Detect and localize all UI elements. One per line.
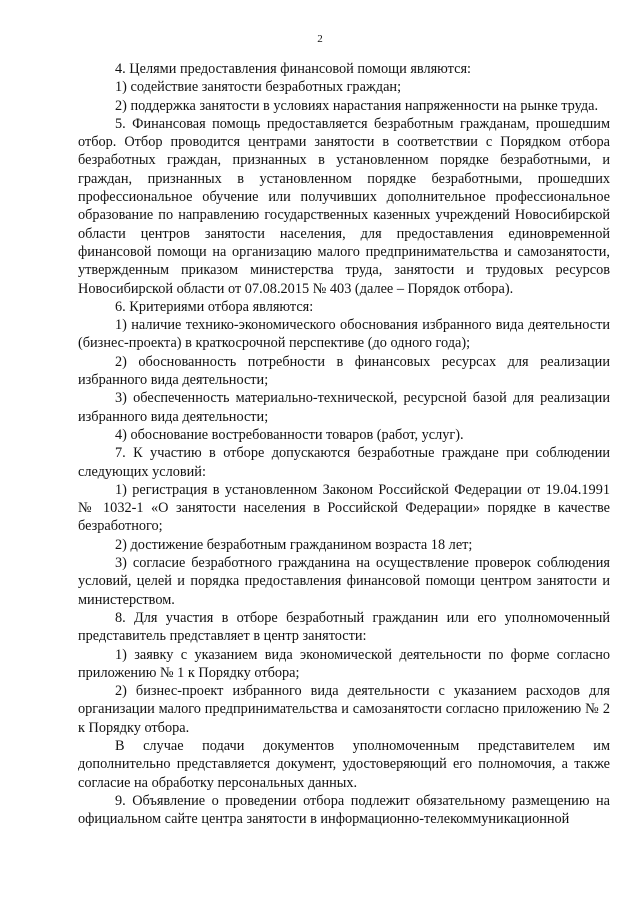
paragraph-5: 5. Финансовая помощь предоставляется безработным гражданам, прошедшим отбор. Отбор проводится центрами занятости в соответствии с Порядком отбора безработных граждан, признанных в установленном порядке безработными, и граждан, признанных в установленном порядке безработными, прошедших профессиональное обучение или получивших дополнительное профессиональное образование по направлению государственных казенных учреждений Новосибирской области центров занятости населения, для предоставления единовременной финансовой помощи на организацию малого предпринимательства и самозанятости, утвержденным приказом министерства труда, занятости и трудовых ресурсов Новосибирской области от 07.08.2015 № 403 (далее – Порядок отбора).	[78, 115, 610, 297]
paragraph-4-item-1: 1) содействие занятости безработных граждан;	[115, 79, 402, 96]
paragraph-6-item-1: 1) наличие технико-экономического обоснования избранного вида деятельности (бизнес-проекта) в краткосрочной перспективе (до одного года);	[78, 317, 610, 352]
page-number: 2	[317, 33, 323, 45]
paragraph-9: 9. Объявление о проведении отбора подлежит обязательному размещению на официальном сайте центра занятости в информационно-телекоммуникационной	[78, 792, 610, 828]
paragraph-4-heading: 4. Целями предоставления финансовой помощи являются:	[115, 61, 471, 77]
paragraph-6-heading: 6. Критериями отбора являются:	[115, 298, 314, 315]
paragraph-6-item-3: 3) обеспеченность материально-технической, ресурсной базой для реализации избранного вида деятельности;	[78, 390, 610, 425]
paragraph-8-item-1: 1) заявку с указанием вида экономической деятельности по форме согласно приложению № 1 к Порядку отбора;	[78, 646, 610, 681]
paragraph-8-heading: 8. Для участия в отборе безработный гражданин или его уполномоченный представитель представляет в центр занятости:	[78, 609, 610, 645]
paragraph-6-item-2: 2) обоснованность потребности в финансовых ресурсах для реализации избранного вида деятельности;	[78, 353, 610, 389]
paragraph-8-item-2: 2) бизнес-проект избранного вида деятельности с указанием расходов для организации малого предпринимательства и самозанятости согласно приложению № 2 к Порядку отбора.	[78, 683, 610, 736]
paragraph-7-heading: 7. К участию в отборе допускаются безработные граждане при соблюдении следующих условий:	[78, 445, 610, 480]
paragraph-6-item-4: 4) обоснование востребованности товаров (работ, услуг).	[115, 426, 464, 443]
document-body	[78, 60, 610, 828]
paragraph-7-item-2: 2) достижение безработным гражданином возраста 18 лет;	[115, 536, 473, 553]
paragraph-8-note: В случае подачи документов уполномоченным представителем им дополнительно представляется документ, удостоверяющий его полномочия, а также согласие на обработку персональных данных.	[78, 737, 610, 791]
paragraph-7-item-3: 3) согласие безработного гражданина на осуществление проверок соблюдения условий, целей и порядка предоставления финансовой помощи центром занятости и министерством.	[78, 555, 610, 608]
paragraph-4-item-2: 2) поддержка занятости в условиях нарастания напряженности на рынке труда.	[115, 97, 599, 114]
paragraph-7-item-1: 1) регистрация в установленном Законом Российской Федерации от 19.04.1991 № 1032-1 «О занятости населения в Российской Федерации» порядке в качестве безработного;	[78, 481, 610, 535]
